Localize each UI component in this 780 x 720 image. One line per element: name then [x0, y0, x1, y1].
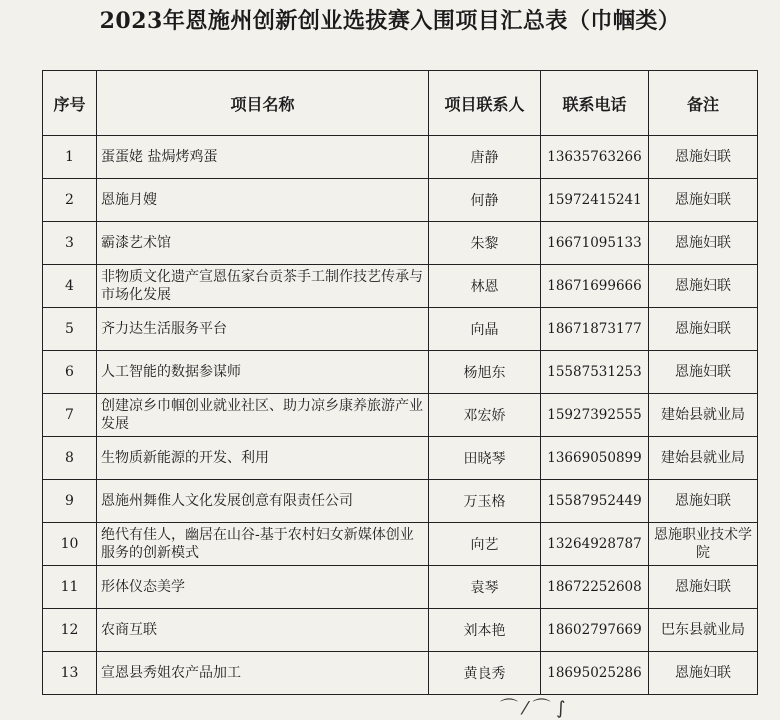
- cell-phone: 18671873177: [541, 308, 649, 351]
- cell-phone: 13669050899: [541, 437, 649, 480]
- cell-remark: 建始县就业局: [649, 394, 758, 437]
- cell-no: 11: [43, 566, 97, 609]
- cell-no: 5: [43, 308, 97, 351]
- cell-contact: 向艺: [429, 523, 541, 566]
- cell-contact: 邓宏娇: [429, 394, 541, 437]
- cell-contact: 田晓琴: [429, 437, 541, 480]
- handwritten-mark: ⌒ ⁄ ⌒ ∫: [500, 698, 566, 719]
- cell-no: 9: [43, 480, 97, 523]
- cell-project-name: 生物质新能源的开发、利用: [97, 437, 429, 480]
- cell-no: 1: [43, 136, 97, 179]
- cell-remark: 恩施妇联: [649, 308, 758, 351]
- cell-phone: 15972415241: [541, 179, 649, 222]
- cell-remark: 建始县就业局: [649, 437, 758, 480]
- cell-phone: 16671095133: [541, 222, 649, 265]
- cell-remark: 恩施妇联: [649, 652, 758, 695]
- cell-remark: 恩施妇联: [649, 480, 758, 523]
- table-row: [43, 652, 758, 695]
- cell-no: 12: [43, 609, 97, 652]
- cell-remark: 恩施妇联: [649, 179, 758, 222]
- cell-project-name: 霸漆艺术馆: [97, 222, 429, 265]
- table-row: [43, 308, 758, 351]
- cell-phone: 15927392555: [541, 394, 649, 437]
- cell-phone: 13635763266: [541, 136, 649, 179]
- cell-project-name: 绝代有佳人，幽居在山谷-基于农村妇女新媒体创业服务的创新模式: [97, 523, 429, 566]
- cell-remark: 恩施妇联: [649, 222, 758, 265]
- table-header-row: [43, 71, 758, 136]
- cell-phone: 18671699666: [541, 265, 649, 308]
- page-title: 2023年恩施州创新创业选拔赛入围项目汇总表（巾帼类）: [99, 8, 681, 34]
- cell-no: 6: [43, 351, 97, 394]
- table-row: [43, 394, 758, 437]
- cell-remark: 恩施妇联: [649, 265, 758, 308]
- header-phone: 联系电话: [541, 71, 649, 136]
- table-row: [43, 523, 758, 566]
- cell-no: 13: [43, 652, 97, 695]
- cell-contact: 杨旭东: [429, 351, 541, 394]
- cell-phone: 18672252608: [541, 566, 649, 609]
- cell-contact: 袁琴: [429, 566, 541, 609]
- cell-contact: 林恩: [429, 265, 541, 308]
- cell-project-name: 农商互联: [97, 609, 429, 652]
- table-row: [43, 609, 758, 652]
- cell-phone: 18695025286: [541, 652, 649, 695]
- cell-remark: 恩施妇联: [649, 351, 758, 394]
- cell-project-name: 创建凉乡巾帼创业就业社区、助力凉乡康养旅游产业发展: [97, 394, 429, 437]
- cell-project-name: 非物质文化遗产宣恩伍家台贡茶手工制作技艺传承与市场化发展: [97, 265, 429, 308]
- table-row: [43, 351, 758, 394]
- table-row: [43, 480, 758, 523]
- cell-no: 7: [43, 394, 97, 437]
- table-row: [43, 222, 758, 265]
- table-row: [43, 179, 758, 222]
- table-row: [43, 566, 758, 609]
- cell-contact: 黄良秀: [429, 652, 541, 695]
- header-remark: 备注: [649, 71, 758, 136]
- header-no: 序号: [43, 71, 97, 136]
- cell-no: 4: [43, 265, 97, 308]
- cell-contact: 何静: [429, 179, 541, 222]
- cell-no: 3: [43, 222, 97, 265]
- cell-remark: 巴东县就业局: [649, 609, 758, 652]
- cell-project-name: 恩施州舞倠人文化发展创意有限责任公司: [97, 480, 429, 523]
- cell-contact: 唐静: [429, 136, 541, 179]
- cell-phone: 18602797669: [541, 609, 649, 652]
- cell-phone: 15587952449: [541, 480, 649, 523]
- cell-project-name: 齐力达生活服务平台: [97, 308, 429, 351]
- cell-no: 2: [43, 179, 97, 222]
- table-row: [43, 265, 758, 308]
- cell-project-name: 恩施月嫂: [97, 179, 429, 222]
- cell-phone: 15587531253: [541, 351, 649, 394]
- cell-project-name: 形体仪态美学: [97, 566, 429, 609]
- cell-phone: 13264928787: [541, 523, 649, 566]
- cell-contact: 朱黎: [429, 222, 541, 265]
- header-project-name: 项目名称: [97, 71, 429, 136]
- table-row: [43, 437, 758, 480]
- cell-remark: 恩施职业技术学院: [649, 523, 758, 566]
- cell-no: 10: [43, 523, 97, 566]
- cell-remark: 恩施妇联: [649, 136, 758, 179]
- cell-project-name: 人工智能的数据参谋师: [97, 351, 429, 394]
- project-summary-table: [42, 70, 758, 695]
- table-row: [43, 136, 758, 179]
- cell-contact: 向晶: [429, 308, 541, 351]
- cell-contact: 刘本艳: [429, 609, 541, 652]
- header-contact: 项目联系人: [429, 71, 541, 136]
- cell-contact: 万玉格: [429, 480, 541, 523]
- cell-no: 8: [43, 437, 97, 480]
- cell-remark: 恩施妇联: [649, 566, 758, 609]
- cell-project-name: 宣恩县秀姐农产品加工: [97, 652, 429, 695]
- cell-project-name: 蛋蛋姥 盐焗烤鸡蛋: [97, 136, 429, 179]
